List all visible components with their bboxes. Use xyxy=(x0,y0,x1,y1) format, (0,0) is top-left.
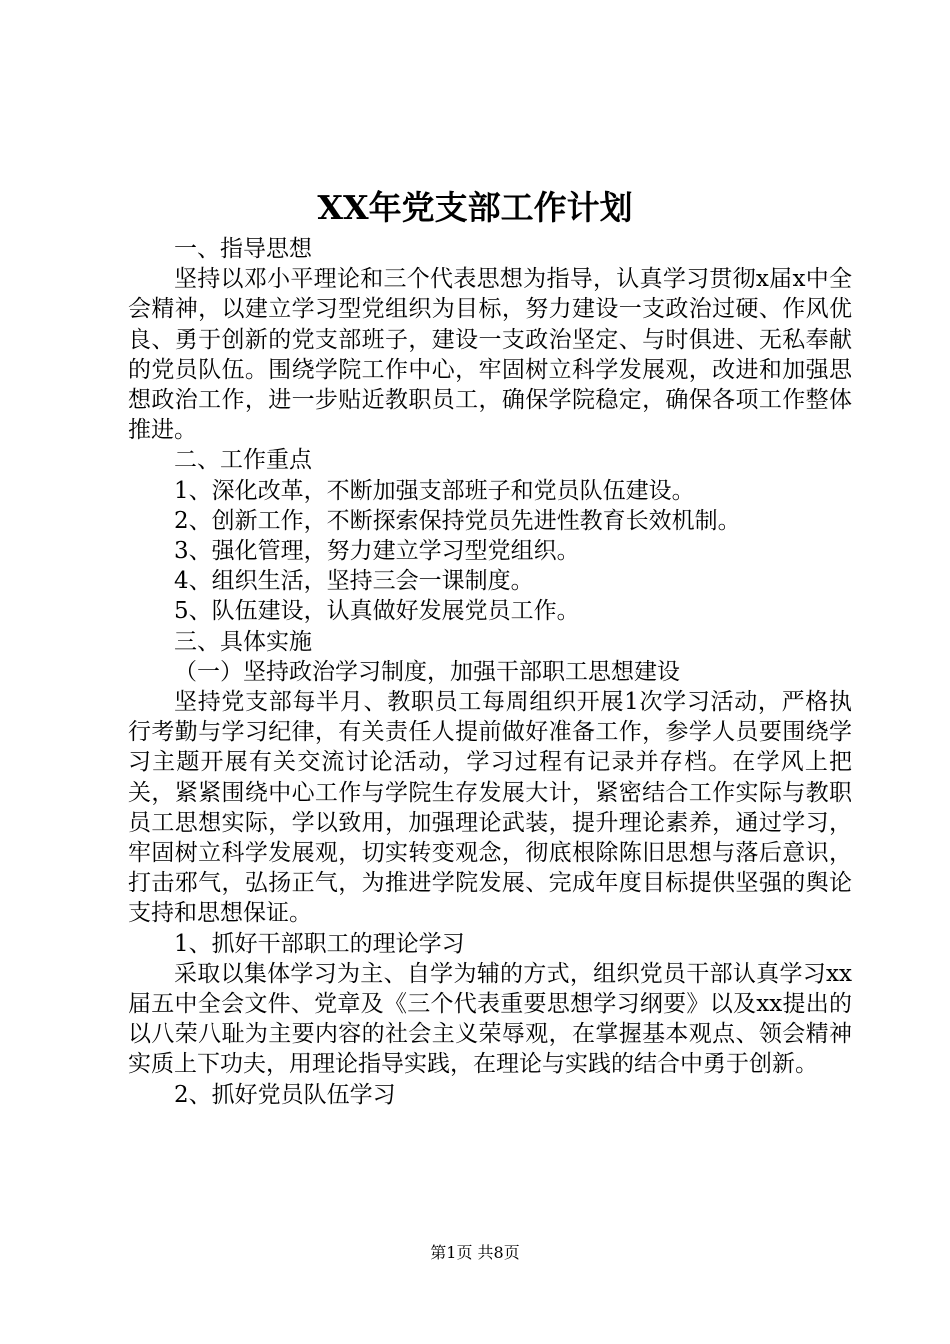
section-heading-implementation: 三、具体实施 xyxy=(174,628,312,655)
subsection-heading-political-study: （一）坚持政治学习制度，加强干部职工思想建设 xyxy=(174,658,680,685)
list-item-focus-3: 3、强化管理，努力建立学习型党组织。 xyxy=(174,538,580,565)
list-item-focus-5: 5、队伍建设，认真做好发展党员工作。 xyxy=(174,598,580,625)
list-item-focus-4: 4、组织生活，坚持三会一课制度。 xyxy=(174,568,534,595)
document-title: XX年党支部工作计划 xyxy=(317,188,633,227)
section-heading-guiding-thought: 一、指导思想 xyxy=(174,236,312,262)
section-heading-work-focus: 二、工作重点 xyxy=(174,447,312,474)
subsection-heading-theory-study: 1、抓好干部职工的理论学习 xyxy=(174,930,465,957)
paragraph-political-study: 坚持党支部每半月、教职员工每周组织开展1次学习活动，严格执行考勤与学习纪律，有关责任人提前做好准备工作，参学人员要围绕学习主题开展有关交流讨论活动，学习过程有记录并存档。在学风上把关，紧紧围绕中心工作与学院生存发展大计，紧密结合工作实际与教职员工思想实际，学以致用，加强理论武装，提升理论素养，通过学习，牢固树立科学发展观，切实转变观念，彻底根除陈旧思想与落后意识，打击邪气，弘扬正气，为推进学院发展、完成年度目标提供坚强的舆论支持和思想保证。 xyxy=(128,689,852,927)
document-body xyxy=(128,234,852,1110)
page-footer: 第1页 共8页 xyxy=(430,1243,520,1262)
paragraph-guiding-thought: 坚持以邓小平理论和三个代表思想为指导，认真学习贯彻x届x中全会精神，以建立学习型党组织为目标，努力建设一支政治过硬、作风优良、勇于创新的党支部班子，建设一支政治坚定、与时俱进、无私奉献的党员队伍。围绕学院工作中心，牢固树立科学发展观，改进和加强思想政治工作，进一步贴近教职员工，确保学院稳定，确保各项工作整体推进。 xyxy=(128,266,852,444)
list-item-focus-1: 1、深化改革，不断加强支部班子和党员队伍建设。 xyxy=(174,477,695,504)
subsection-heading-party-member-study: 2、抓好党员队伍学习 xyxy=(174,1081,396,1108)
paragraph-theory-study: 采取以集体学习为主、自学为辅的方式，组织党员干部认真学习xx届五中全会文件、党章及《三个代表重要思想学习纲要》以及xx提出的以八荣八耻为主要内容的社会主义荣辱观，在掌握基本观点、领会精神实质上下功夫，用理论指导实践，在理论与实践的结合中勇于创新。 xyxy=(128,960,852,1078)
list-item-focus-2: 2、创新工作，不断探索保持党员先进性教育长效机制。 xyxy=(174,507,741,534)
